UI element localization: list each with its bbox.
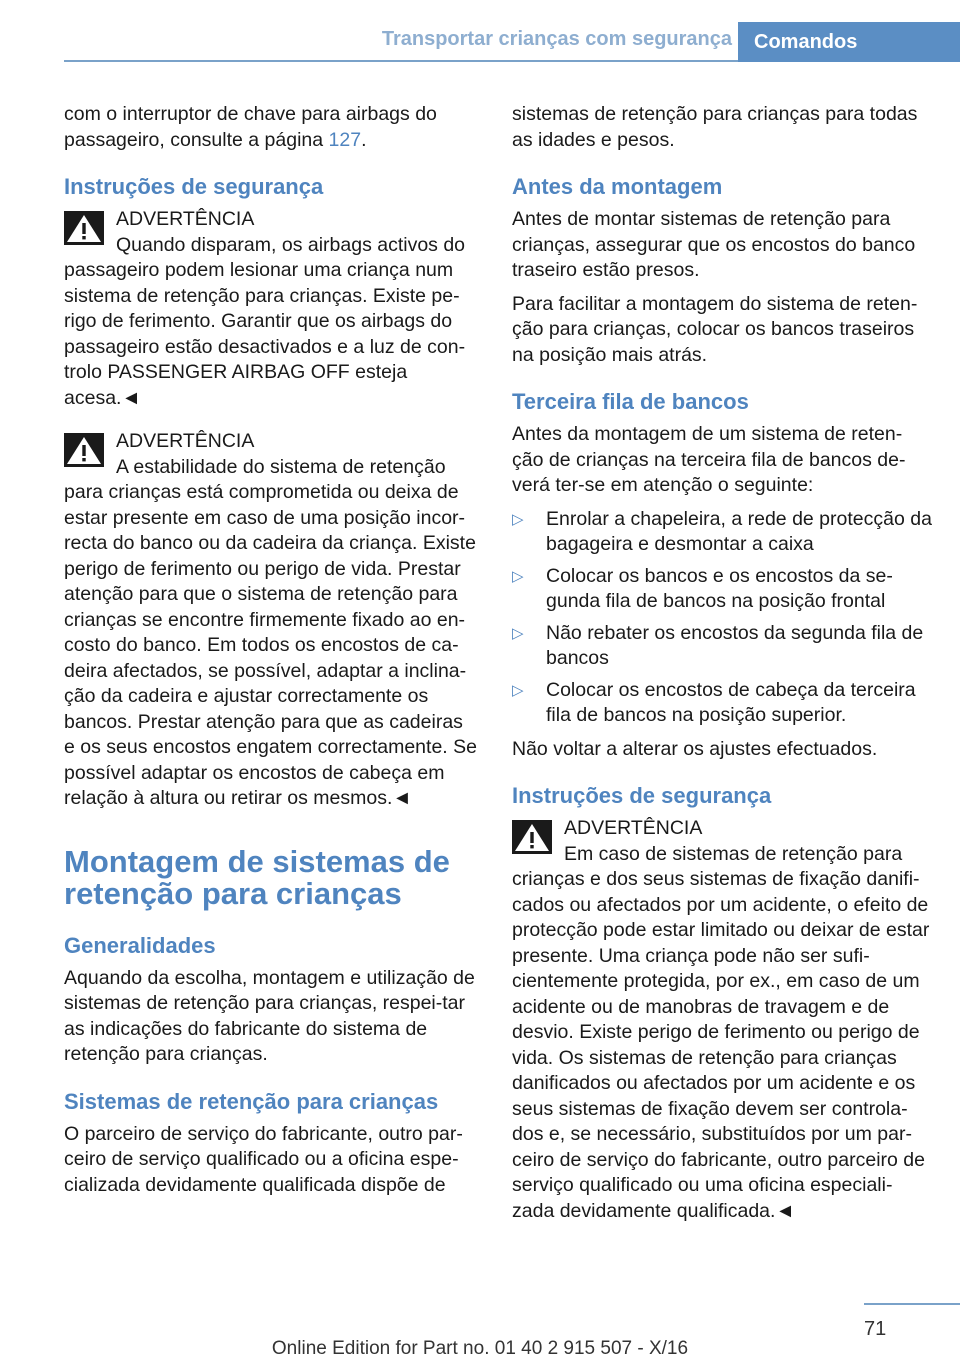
- intro-tail: .: [361, 128, 367, 151]
- chapter-tab[interactable]: Comandos: [738, 22, 960, 62]
- general-paragraph: Aquando da escolha, montagem e utilização de sistemas de retenção para crianças, respei-tar as indicações do fabricante do sistema de retenção para crianças.: [64, 966, 475, 1065]
- page-number: 71: [864, 1318, 887, 1340]
- triangle-right-icon: ▷: [512, 624, 524, 642]
- intro-paragraph: [64, 102, 478, 153]
- list-item: [512, 621, 932, 672]
- footer-rule: [864, 1303, 960, 1305]
- warning-block-2: [64, 429, 478, 812]
- right-column: [512, 102, 932, 1242]
- list-item: [512, 678, 932, 729]
- systems-heading: Sistemas de retenção para crianças: [64, 1088, 439, 1114]
- list-item: [512, 564, 932, 615]
- step-text: Colocar os bancos e os encostos da se-gunda fila de bancos na posição frontal: [546, 564, 893, 612]
- triangle-right-icon: ▷: [512, 567, 524, 585]
- general-heading: Generalidades: [64, 932, 216, 958]
- safety-heading-right: Instruções de segurança: [512, 783, 772, 808]
- steps-list: [512, 507, 932, 729]
- end-mark: ◄: [121, 386, 141, 409]
- end-mark: ◄: [775, 1199, 795, 1222]
- left-column: [64, 102, 478, 1206]
- continued-paragraph: sistemas de retenção para crianças para todas as idades e pesos.: [512, 103, 918, 151]
- intro-text: com o interruptor de chave para airbags do passageiro, consulte a página: [64, 103, 437, 151]
- before-paragraph-2: Para facilitar a montagem do sistema de reten-ção para crianças, colocar os bancos traseiros na posição mais atrás.: [512, 292, 918, 366]
- warning-triangle-icon: [512, 820, 552, 854]
- warning-body: A estabilidade do sistema de retenção para crianças está comprometida ou deixa de estar presente em caso de uma posição incor-recta do banco ou da cadeira da criança. Existe perigo de ferimento ou perigo de vida. Prestar atenção para que o sistema de retenção para crianças se encontre firmemente fixado ao en-costo do banco. Em todos os encostos de ca-deira afectados, se possível, adaptar a inclina-ção da cadeira e ajustar correctamente os bancos. Prestar atenção para que as cadeiras e os seus encostos engatem correctamente. Se possível adaptar os encostos de cabeça em relação à altura ou retirar os mesmos.: [64, 455, 477, 809]
- third-row-heading: Terceira fila de bancos: [512, 389, 749, 414]
- third-row-paragraph: Antes da montagem de um sistema de reten-ção de crianças na terceira fila de bancos de-verá ter-se em atenção o seguinte:: [512, 423, 906, 496]
- main-heading: Montagem de sistemas de retenção para crianças: [64, 843, 450, 911]
- warning-body: Em caso de sistemas de retenção para crianças e dos seus sistemas de fixação danifi-cados ou afectados por um acidente, o efeito de protecção pode estar limitado ou deixar de estar presente. Uma criança pode não ser sufi-cientemente protegida, por ex., em caso de um acidente ou de manobras de travagem e de desvio. Existe perigo de ferimento ou perigo de vida. Os sistemas de retenção para crianças danificados ou afectados por um acidente e os seus sistemas de fixação devem ser controla-dos e, se necessário, substituídos por um par-ceiro de serviço do fabricante, outro parceiro de serviço qualificado ou uma oficina especiali-zada devidamente qualificada.: [512, 842, 930, 1222]
- step-text: Não rebater os encostos da segunda fila de bancos: [546, 621, 924, 669]
- end-mark: ◄: [392, 787, 412, 809]
- step-text: Colocar os encostos de cabeça da terceira fila de bancos na posição superior.: [546, 678, 916, 726]
- systems-paragraph: O parceiro de serviço do fabricante, outro par-ceiro de serviço qualificado ou a oficina espe-cializada devidamente qualificada dispõe de: [64, 1122, 463, 1196]
- triangle-right-icon: ▷: [512, 510, 524, 528]
- after-steps-paragraph: Não voltar a alterar os ajustes efectuados.: [512, 737, 878, 760]
- list-item: [512, 507, 932, 558]
- before-paragraph-1: Antes de montar sistemas de retenção para crianças, assegurar que os encostos do banco traseiro estão presos.: [512, 208, 916, 281]
- triangle-right-icon: ▷: [512, 681, 524, 699]
- warning-title: ADVERTÊNCIA: [116, 430, 255, 452]
- step-text: Enrolar a chapeleira, a rede de protecção da bagageira e desmontar a caixa: [546, 507, 932, 555]
- warning-title: ADVERTÊNCIA: [116, 208, 255, 230]
- warning-triangle-icon: [64, 433, 104, 467]
- page-reference-link[interactable]: 127: [328, 128, 362, 151]
- section-title: Transportar crianças com segurança: [381, 28, 732, 50]
- edition-footer: Online Edition for Part no. 01 40 2 915 507 - X/16: [271, 1338, 689, 1359]
- warning-triangle-icon: [64, 211, 104, 245]
- page-header: [0, 0, 960, 64]
- warning-body: Quando disparam, os airbags activos do passageiro podem lesionar uma criança num sistema de retenção para crianças. Existe pe-rigo de ferimento. Garantir que os airbags do passageiro estão desactivados e a luz de con-trolo PASSENGER AIRBAG OFF esteja acesa.: [64, 233, 466, 409]
- before-heading: Antes da montagem: [512, 174, 723, 199]
- warning-block-1: [64, 207, 478, 411]
- warning-block-3: [512, 816, 932, 1224]
- warning-title: ADVERTÊNCIA: [564, 817, 703, 839]
- safety-heading: Instruções de segurança: [64, 174, 324, 199]
